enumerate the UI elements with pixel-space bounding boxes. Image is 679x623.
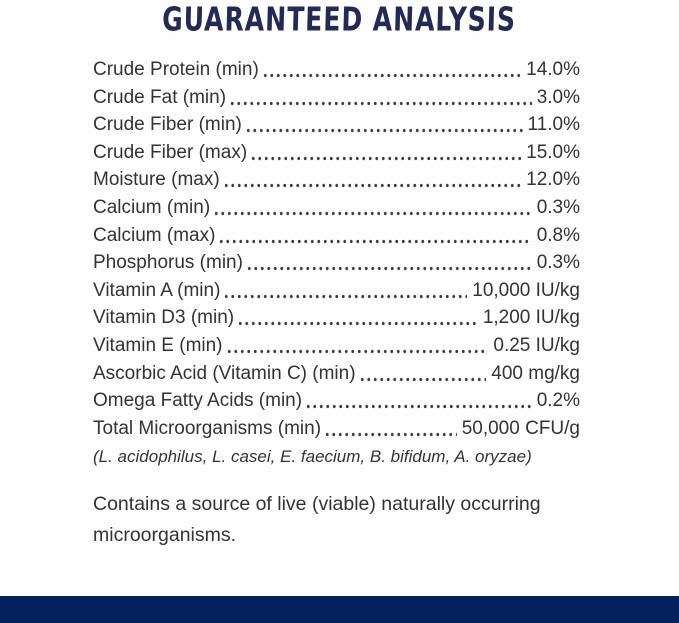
dot-leader: [324, 415, 457, 443]
nutrient-label: Moisture (max): [93, 169, 220, 191]
dot-leader: [213, 194, 532, 222]
analysis-row: [93, 277, 580, 305]
analysis-row: [93, 222, 580, 250]
nutrient-value: 14.0%: [526, 59, 580, 80]
analysis-table: [93, 56, 580, 470]
analysis-row: [93, 111, 580, 139]
analysis-row: [93, 194, 580, 222]
dot-leader: [226, 332, 489, 360]
dot-leader: [359, 360, 487, 388]
nutrient-value: 12.0%: [526, 169, 580, 191]
nutrient-value: 10,000 IU/kg: [472, 279, 580, 301]
dot-leader: [246, 249, 532, 277]
nutrient-label: Phosphorus (min): [93, 252, 243, 274]
nutrient-value: 0.25 IU/kg: [493, 334, 580, 356]
analysis-row: [93, 304, 580, 332]
analysis-row: [93, 415, 580, 443]
dot-leader: [237, 304, 478, 332]
nutrient-value: 400 mg/kg: [491, 362, 580, 384]
page-title: GUARANTEED ANALYSIS: [161, 1, 517, 39]
dot-leader: [229, 84, 532, 112]
nutrient-value: 50,000 CFU/g: [461, 417, 580, 439]
nutrient-label: Omega Fatty Acids (min): [93, 390, 303, 412]
nutrient-label: Ascorbic Acid (Vitamin C) (min): [93, 362, 356, 384]
nutrient-label: Calcium (min): [93, 196, 211, 218]
nutrient-label: Vitamin D3 (min): [93, 307, 235, 329]
live-microorganisms-statement: Contains a source of live (viable) naturally occurring microorganisms.: [93, 493, 541, 546]
nutrient-label: Total Microorganisms (min): [93, 417, 322, 439]
nutrient-label: Vitamin E (min): [93, 334, 223, 356]
analysis-row: [93, 84, 580, 112]
nutrient-label: Crude Fiber (max): [93, 141, 248, 163]
nutrient-value: 3.0%: [536, 86, 580, 108]
analysis-row: [93, 360, 580, 388]
nutrient-label: Crude Protein (min): [93, 59, 259, 80]
dot-leader: [262, 56, 521, 84]
analysis-row: [93, 139, 580, 167]
dot-leader: [245, 111, 523, 139]
nutrient-value: 0.3%: [536, 196, 580, 218]
analysis-rows: [93, 56, 580, 442]
dot-leader: [223, 277, 467, 305]
nutrient-value: 1,200 IU/kg: [482, 307, 580, 329]
nutrient-label: Crude Fat (min): [93, 86, 227, 108]
analysis-row: [93, 56, 580, 84]
nutrient-label: Crude Fiber (min): [93, 114, 242, 136]
analysis-row: [93, 249, 580, 277]
nutrient-label: Vitamin A (min): [93, 279, 221, 301]
bottom-navy-bar: [0, 596, 679, 623]
dot-leader: [223, 166, 521, 194]
nutrient-value: 0.8%: [536, 224, 580, 246]
analysis-row: [93, 387, 580, 415]
nutrient-value: 15.0%: [526, 141, 580, 163]
nutrient-value: 0.3%: [536, 252, 580, 274]
dot-leader: [250, 139, 521, 167]
nutrient-label: Calcium (max): [93, 224, 216, 246]
dot-leader: [305, 387, 532, 415]
analysis-row: [93, 332, 580, 360]
nutrient-value: 0.2%: [536, 390, 580, 412]
analysis-row: [93, 166, 580, 194]
nutrient-value: 11.0%: [527, 114, 580, 136]
microorganisms-note: (L. acidophilus, L. casei, E. faecium, B. bifidum, A. oryzae): [93, 447, 532, 467]
dot-leader: [218, 222, 531, 250]
